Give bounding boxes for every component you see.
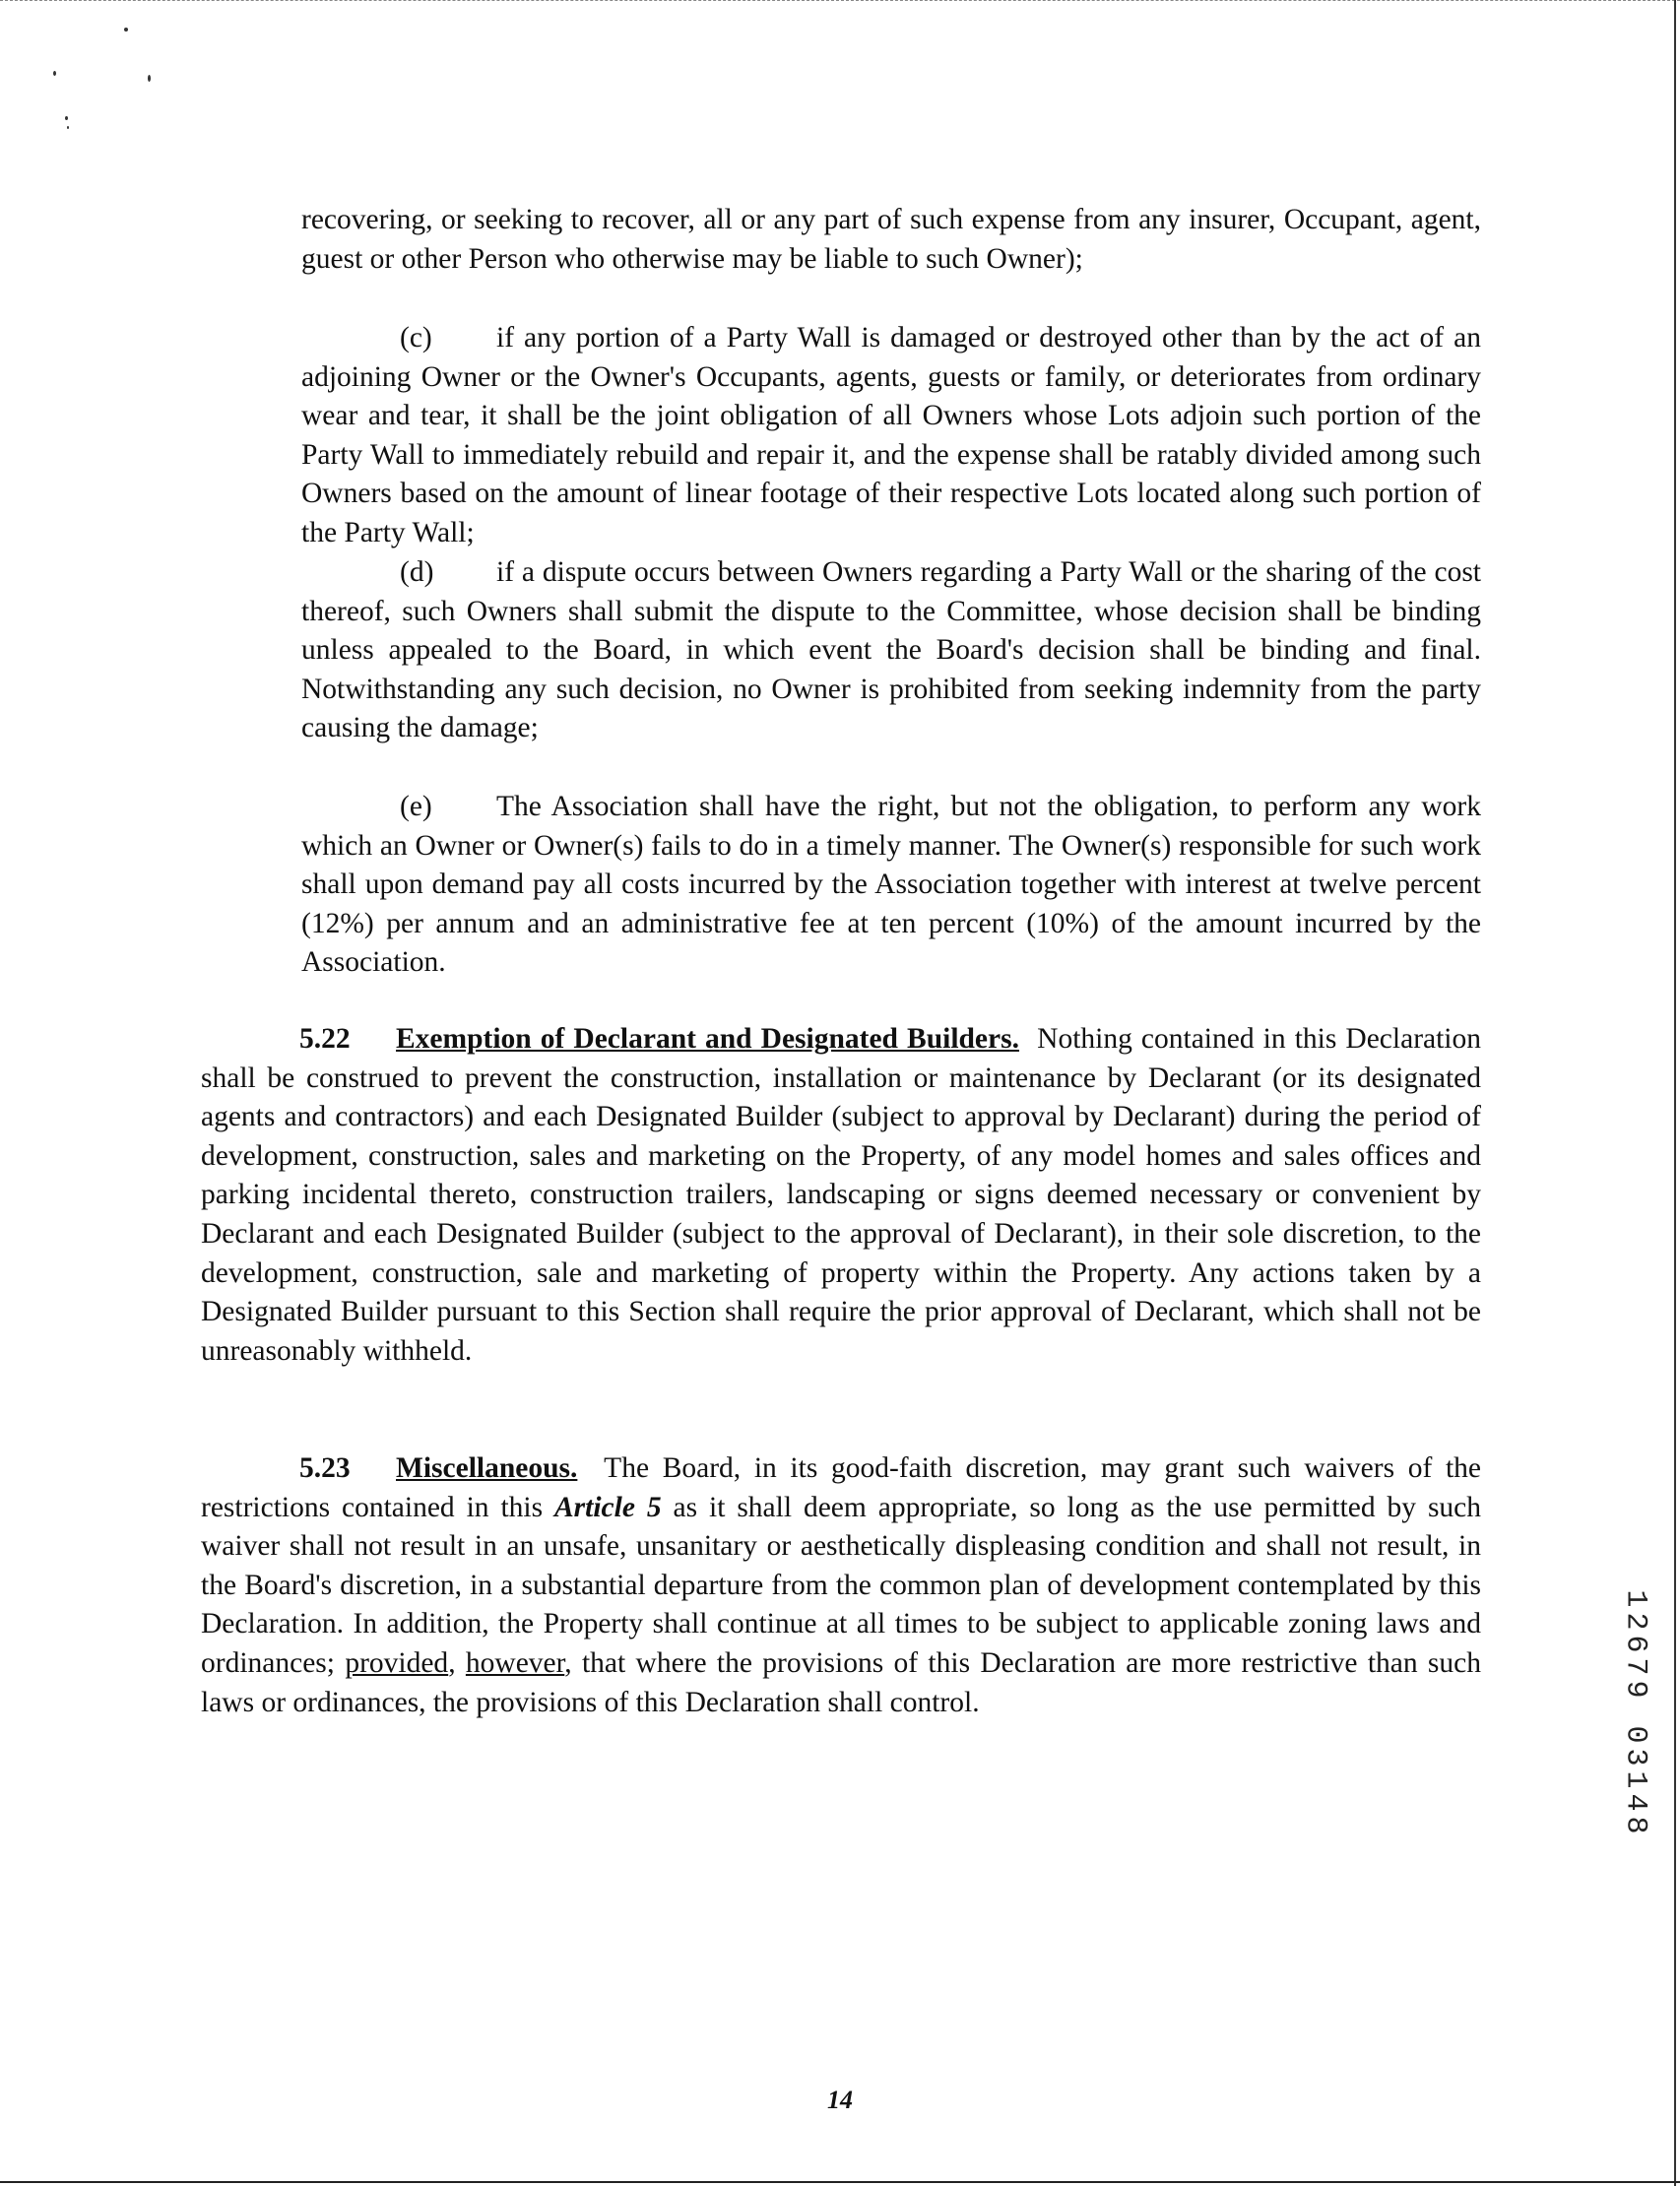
section-5-23: [201, 1449, 1481, 1722]
scan-speck: [53, 71, 56, 76]
subparagraph-c-label: (c): [400, 322, 432, 354]
recording-number-digits: [1615, 1587, 1654, 1836]
subparagraph-d-label: (d): [400, 556, 434, 588]
subparagraph-e: [301, 788, 1481, 983]
continuation-paragraph: [301, 201, 1481, 279]
scan-speck: [124, 28, 128, 32]
subparagraph-c-text: if any portion of a Party Wall is damaged or destroyed other than by the act of an adjoining Owner or the Owner's Occupants, agents, guests or family, or deteriorates from ordinary wear and tear, it shall be the joint obligation of all Owners whose Lots adjoin such portion of the Party Wall to immediately rebuild and repair it, and the expense shall be ratably divided among such Owners based on the amount of linear footage of their respective Lots located along such portion of the Party Wall;: [301, 322, 1481, 548]
stamp-digit: 7: [1618, 1657, 1652, 1676]
page-number: 14: [827, 2086, 853, 2114]
section-5-23-text-c: , that where the provisions of this Declaration are more restrictive than such laws or ordinances, the provisions of this Declaration shall control.: [201, 1646, 1482, 1718]
section-5-23-number: 5.23: [299, 1452, 351, 1484]
subparagraph-e-label: (e): [400, 791, 432, 822]
scan-speck: [67, 126, 69, 129]
stamp-digit: 3: [1618, 1748, 1652, 1767]
subparagraph-c: [301, 319, 1481, 553]
section-5-23-heading: Miscellaneous.: [396, 1452, 578, 1484]
top-scan-edge: [0, 0, 1680, 4]
stamp-digit: 0: [1618, 1725, 1652, 1744]
section-5-23-text-a: The Board, in its good-faith discretion, may grant such waivers of the restrictions contained in this: [201, 1452, 1481, 1523]
section-5-22-heading: Exemption of Declarant and Designated Builders.: [396, 1023, 1019, 1055]
subparagraph-e-text: The Association shall have the right, but not the obligation, to perform any work which an Owner or Owner(s) fails to do in a timely manner. The Owner(s) responsible for such work shall upon demand pay all costs incurred by the Association together with interest at twelve percent (12%) per annum and an administrative fee at ten percent (10%) of the amount incurred by the Association.: [301, 791, 1481, 979]
scan-speck: [65, 116, 68, 120]
article-reference: Article 5: [554, 1491, 662, 1523]
comma: ,: [448, 1646, 456, 1679]
recording-number-stamp: [1615, 1587, 1654, 1836]
section-5-22-text: Nothing contained in this Declaration shall be construed to prevent the construction, installation or maintenance by Declarant (or its designated agents and contractors) and each Designated Builder (subject to approval by Declarant) during the period of development, construction, sales and marketing on the Property, of any model homes and sales offices and parking incidental thereto, construction trailers, landscaping or signs deemed necessary or convenient by Declarant and each Designated Builder (subject to the approval of Declarant), in their sole discretion, to the development, construction, sale and marketing of property within the Property. Any actions taken by a Designated Builder pursuant to this Section shall require the prior approval of Declarant, which shall not be unreasonably withheld.: [201, 1023, 1481, 1367]
stamp-digit: 6: [1618, 1635, 1652, 1653]
section-5-22: [201, 1020, 1481, 1371]
section-5-22-number: 5.22: [299, 1023, 351, 1055]
stamp-digit: 2: [1618, 1612, 1652, 1631]
subparagraph-d-text: if a dispute occurs between Owners regarding a Party Wall or the sharing of the cost thereof, such Owners shall submit the dispute to the Committee, whose decision shall be binding unless appealed to the Board, in which event the Board's decision shall be binding and final. Notwithstanding any such decision, no Owner is prohibited from seeking indemnity from the party causing the damage;: [301, 556, 1481, 744]
bottom-scan-edge: [0, 2181, 1680, 2183]
right-scan-edge: [1674, 0, 1676, 2186]
scan-speck: [148, 75, 151, 82]
stamp-digit: 1: [1618, 1770, 1652, 1789]
stamp-digit: 1: [1618, 1589, 1652, 1608]
stamp-digit: 8: [1618, 1816, 1652, 1834]
stamp-digit: 9: [1618, 1680, 1652, 1699]
subparagraph-d: [301, 553, 1481, 748]
stamp-digit: 4: [1618, 1793, 1652, 1812]
continuation-text: recovering, or seeking to recover, all or any part of such expense from any insurer, Occupant, agent, guest or other Person who otherwise may be liable to such Owner);: [301, 204, 1481, 275]
section-5-23-text-b: as it shall deem appropriate, so long as the use permitted by such waiver shall not result in an unsafe, unsanitary or aesthetically displeasing condition and shall not result, in the Board's discretion, in a substantial departure from the common plan of development contemplated by this Declaration. In addition, the Property shall continue at all times to be subject to applicable zoning laws and ordinances;: [201, 1491, 1482, 1679]
provided-term: provided: [345, 1646, 449, 1679]
however-term: however: [465, 1646, 565, 1679]
